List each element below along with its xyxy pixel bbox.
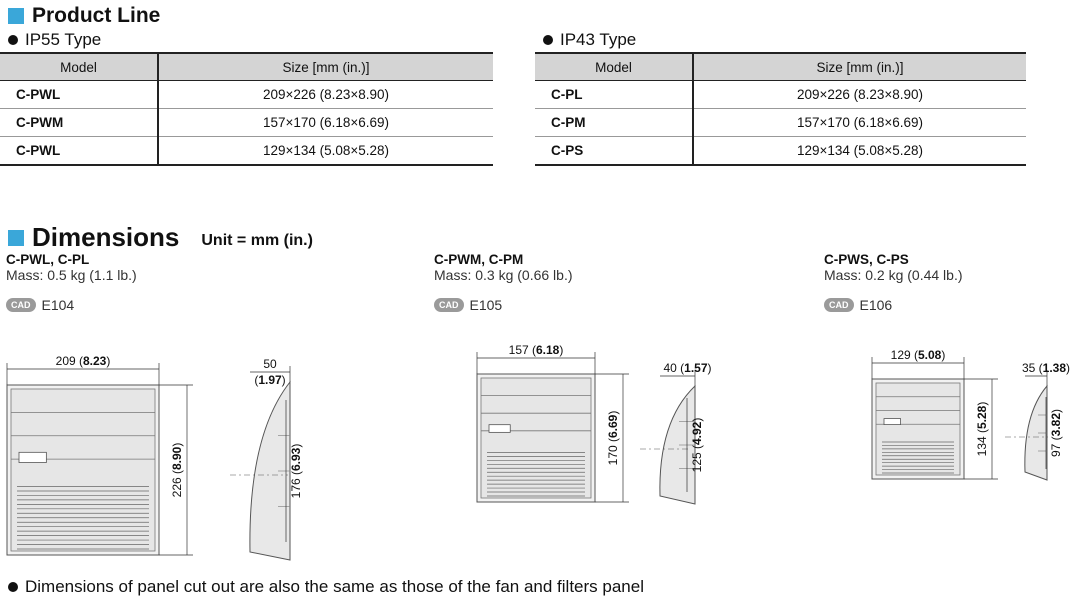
height-label: 170 (6.69)	[606, 410, 620, 466]
cad-link[interactable]	[824, 297, 963, 313]
size-cell: 157×170 (6.18×6.69)	[693, 109, 1026, 137]
product-name: C-PWL, C-PL	[6, 252, 90, 267]
product-mass: Mass: 0.2 kg (0.44 lb.)	[824, 267, 963, 283]
product-name: C-PWM, C-PM	[434, 252, 524, 267]
handle-slot	[884, 419, 901, 425]
dimension-drawings	[0, 330, 1078, 570]
size-cell: 209×226 (8.23×8.90)	[693, 81, 1026, 109]
dimensions-heading	[8, 222, 313, 253]
cutout-label: 176 (6.93)	[289, 443, 303, 499]
dimensions-title: Dimensions	[32, 222, 180, 252]
product-info-1	[6, 252, 137, 313]
cad-code: E104	[41, 297, 75, 313]
model-cell: C-PM	[535, 109, 693, 137]
product-info-2	[434, 252, 573, 313]
width-label: 129 (5.08)	[890, 348, 946, 362]
cutout-label: 125 (4.92)	[690, 417, 704, 473]
column-header-model: Model	[535, 53, 693, 81]
width-label: 209 (8.23)	[55, 354, 111, 368]
width-label: 157 (6.18)	[508, 343, 564, 357]
cad-code: E105	[469, 297, 503, 313]
cad-link[interactable]	[434, 297, 573, 313]
handle-slot	[19, 452, 46, 462]
unit-label: Unit = mm (in.)	[201, 231, 313, 249]
height-label: 134 (5.28)	[975, 401, 989, 457]
cad-icon: CAD	[434, 298, 464, 312]
product-line-title: Product Line	[32, 4, 161, 27]
cad-icon: CAD	[6, 298, 36, 312]
table-row	[0, 109, 493, 137]
panel-cutout-note	[8, 577, 644, 597]
bullet-icon	[8, 35, 18, 45]
handle-slot	[489, 425, 510, 433]
depth-label-inch: (1.97)	[254, 373, 286, 387]
ip55-heading	[8, 30, 101, 50]
size-cell: 129×134 (5.08×5.28)	[693, 137, 1026, 166]
size-cell: 209×226 (8.23×8.90)	[158, 81, 493, 109]
depth-label: 35 (1.38)	[1021, 361, 1071, 375]
section-square-icon	[8, 230, 24, 246]
cad-link[interactable]	[6, 297, 137, 313]
model-cell: C-PWL	[0, 81, 158, 109]
note-text: Dimensions of panel cut out are also the same as those of the fan and filters panel	[25, 577, 644, 596]
column-header-size: Size [mm (in.)]	[693, 53, 1026, 81]
product-mass: Mass: 0.5 kg (1.1 lb.)	[6, 267, 137, 283]
table-row	[0, 81, 493, 109]
ip55-title: IP55 Type	[25, 30, 102, 49]
ip55-table	[0, 52, 493, 166]
depth-label: 50	[263, 357, 277, 371]
cad-icon: CAD	[824, 298, 854, 312]
table-row	[535, 137, 1026, 166]
section-square-icon	[8, 8, 24, 24]
height-label: 226 (8.90)	[170, 442, 184, 498]
product-name: C-PWS, C-PS	[824, 252, 909, 267]
model-cell: C-PWM	[0, 109, 158, 137]
table-header-row	[535, 53, 1026, 81]
model-cell: C-PS	[535, 137, 693, 166]
bullet-icon	[8, 582, 18, 592]
model-cell: C-PWL	[0, 137, 158, 166]
product-line-heading	[8, 4, 160, 28]
size-cell: 157×170 (6.18×6.69)	[158, 109, 493, 137]
ip43-heading	[543, 30, 636, 50]
size-cell: 129×134 (5.08×5.28)	[158, 137, 493, 166]
table-row	[535, 109, 1026, 137]
model-cell: C-PL	[535, 81, 693, 109]
product-info-3	[824, 252, 963, 313]
product-mass: Mass: 0.3 kg (0.66 lb.)	[434, 267, 573, 283]
table-row	[535, 81, 1026, 109]
cad-code: E106	[859, 297, 893, 313]
bullet-icon	[543, 35, 553, 45]
cutout-label: 97 (3.82)	[1049, 408, 1063, 458]
table-header-row	[0, 53, 493, 81]
table-row	[0, 137, 493, 166]
column-header-size: Size [mm (in.)]	[158, 53, 493, 81]
column-header-model: Model	[0, 53, 158, 81]
depth-label: 40 (1.57)	[663, 361, 712, 375]
ip43-title: IP43 Type	[560, 30, 637, 49]
ip43-table	[535, 52, 1026, 166]
